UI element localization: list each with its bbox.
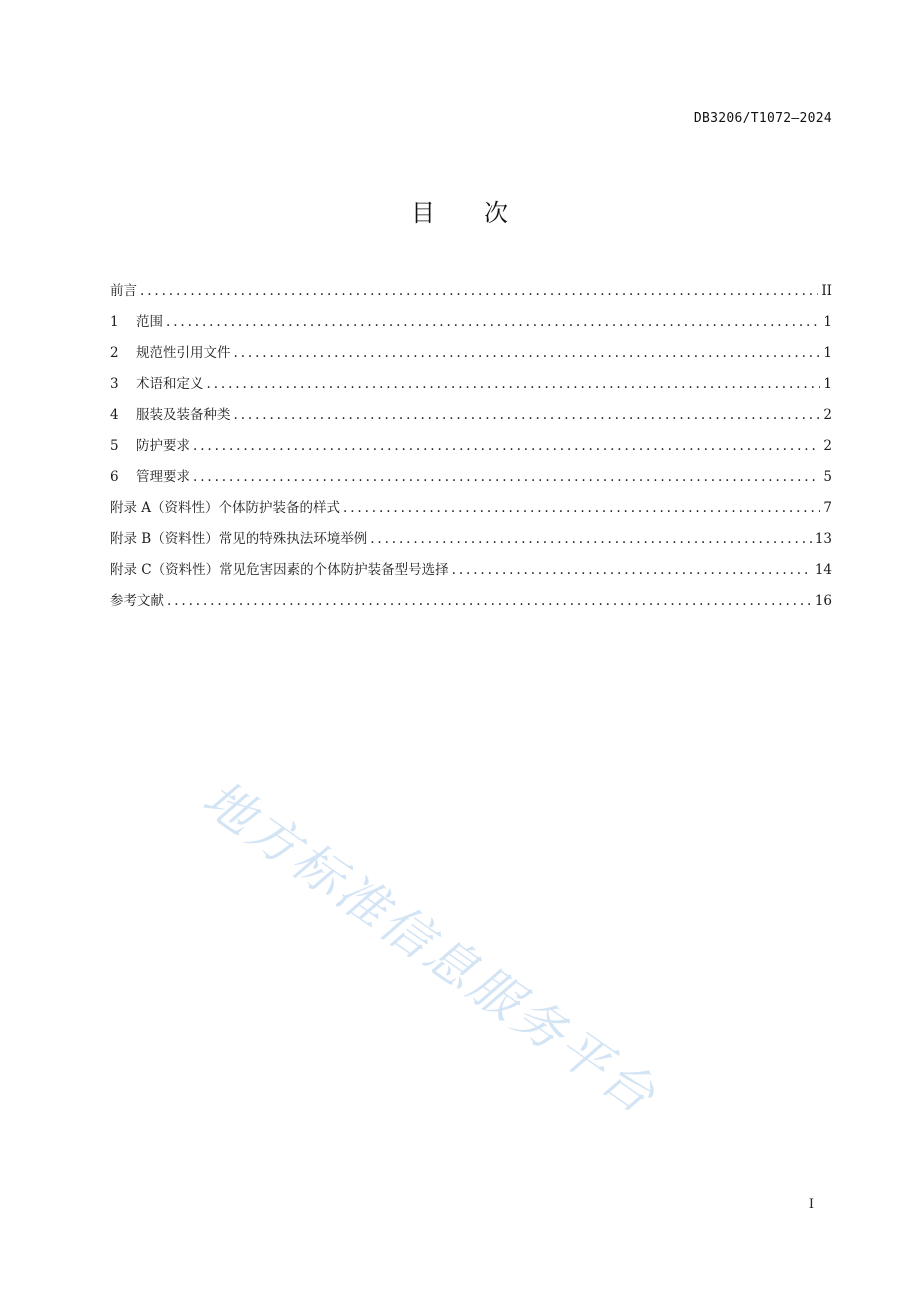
toc-entry-title: 管理要求 — [136, 469, 190, 485]
toc-page-number: 2 — [823, 407, 832, 423]
page-number: I — [808, 1197, 814, 1212]
toc-dot-leader — [234, 342, 821, 364]
toc-entry-management-requirements[interactable] — [110, 466, 832, 497]
toc-dot-leader — [193, 466, 820, 488]
toc-dot-leader — [193, 435, 820, 457]
toc-entry-appendix-c[interactable] — [110, 559, 832, 590]
toc-entry-title: 规范性引用文件 — [136, 345, 231, 361]
page-title — [0, 193, 920, 228]
toc-entry-appendix-a[interactable] — [110, 497, 832, 528]
toc-dot-leader — [343, 497, 820, 519]
toc-page-number: 16 — [814, 593, 832, 609]
toc-page-number: 5 — [823, 469, 832, 485]
toc-dot-leader — [234, 404, 821, 426]
toc-entry-appendix-b[interactable] — [110, 528, 832, 559]
toc-page-number: II — [821, 283, 832, 299]
toc-dot-leader — [452, 559, 812, 581]
toc-entry-bibliography[interactable] — [110, 590, 832, 621]
page-title-char-1: 目 — [411, 199, 436, 227]
toc-entry-title: 前言 — [110, 283, 137, 299]
toc-entry-scope[interactable] — [110, 311, 832, 342]
toc-page-number: 14 — [814, 562, 832, 578]
toc-section-number: 2 — [110, 345, 119, 361]
toc-page-number: 1 — [823, 345, 832, 361]
toc-page-number: 13 — [814, 531, 832, 547]
toc-entry-terms-definitions[interactable] — [110, 373, 832, 404]
toc-dot-leader — [207, 373, 821, 395]
toc-entry-title: 附录 C（资料性）常见危害因素的个体防护装备型号选择 — [110, 562, 449, 578]
toc-page-number: 1 — [823, 314, 832, 330]
page-title-char-2: 次 — [484, 199, 509, 227]
toc-dot-leader — [167, 590, 812, 612]
toc-entry-protection-requirements[interactable] — [110, 435, 832, 466]
toc-entry-title: 附录 B（资料性）常见的特殊执法环境举例 — [110, 531, 368, 547]
toc-entry-title: 术语和定义 — [136, 376, 204, 392]
toc-entry-foreword[interactable] — [110, 280, 832, 311]
table-of-contents — [110, 280, 832, 621]
toc-entry-title: 范围 — [136, 314, 163, 330]
toc-entry-normative-references[interactable] — [110, 342, 832, 373]
document-code: DB3206/T1072—2024 — [693, 111, 832, 126]
toc-page-number: 1 — [823, 376, 832, 392]
toc-entry-title: 防护要求 — [136, 438, 190, 454]
watermark: 地方标准信息服务平台 — [192, 769, 669, 1127]
toc-section-number: 1 — [110, 314, 119, 330]
toc-section-number: 5 — [110, 438, 119, 454]
toc-dot-leader — [140, 280, 818, 302]
toc-entry-title: 参考文献 — [110, 593, 164, 609]
toc-entry-clothing-equipment-types[interactable] — [110, 404, 832, 435]
toc-section-number: 6 — [110, 469, 119, 485]
toc-entry-title: 服装及装备种类 — [136, 407, 231, 423]
toc-dot-leader — [166, 311, 820, 333]
toc-page-number: 2 — [823, 438, 832, 454]
toc-section-number: 3 — [110, 376, 119, 392]
toc-page-number: 7 — [823, 500, 832, 516]
toc-entry-title: 附录 A（资料性）个体防护装备的样式 — [110, 500, 341, 516]
toc-dot-leader — [370, 528, 812, 550]
toc-section-number: 4 — [110, 407, 119, 423]
